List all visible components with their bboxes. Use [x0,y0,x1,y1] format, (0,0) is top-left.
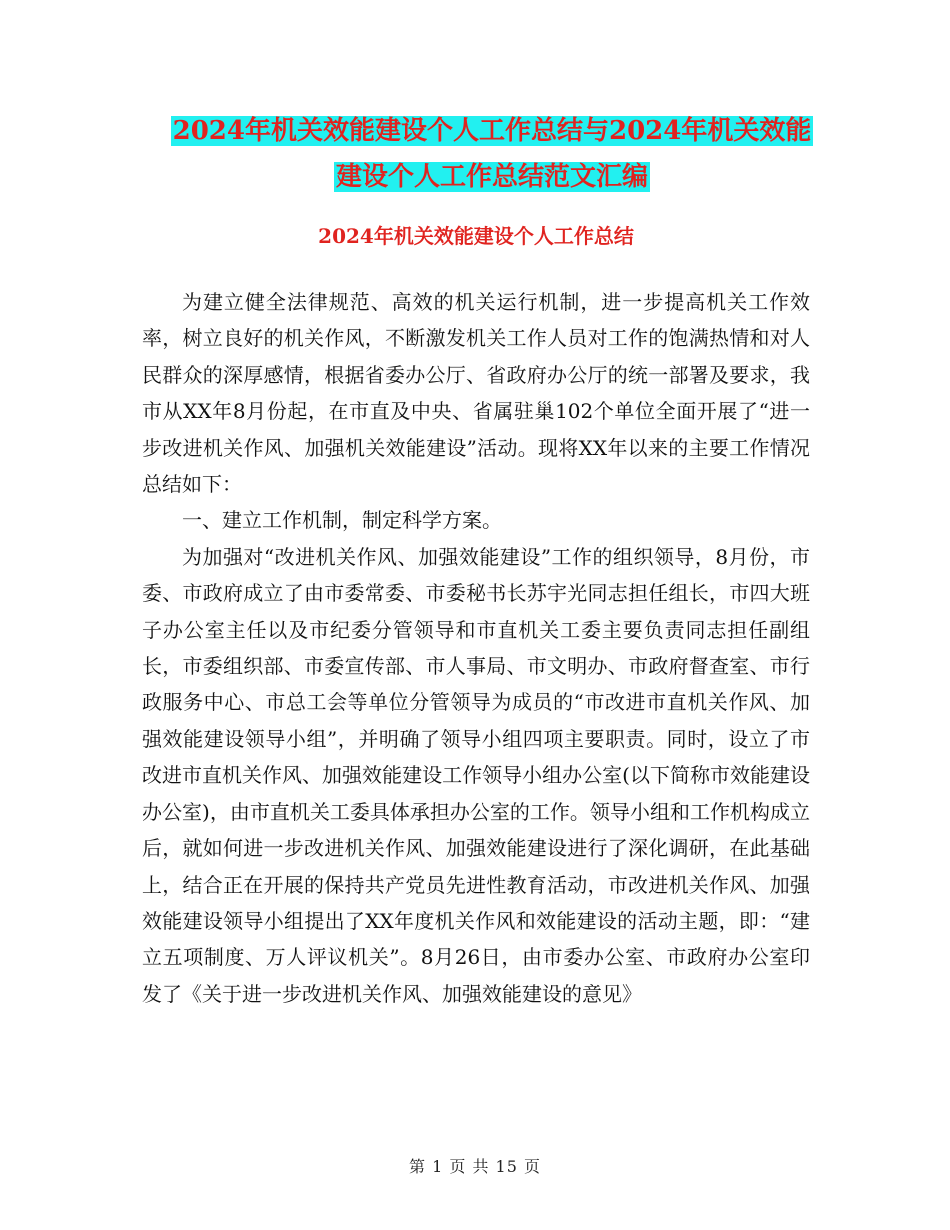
page-number-footer: 第 1 页 共 15 页 [409,1157,541,1176]
title-line-2 [334,158,650,196]
paragraph-section-one-body: 为加强对“改进机关作风、加强效能建设”工作的组织领导，8月份，市委、市政府成立了由市委常委、市委秘书长苏宇光同志担任组长，市四大班子办公室主任以及市纪委分管领导和市直机关工委主要负责同志担任副组长，市委组织部、市委宣传部、市人事局、市文明办、市政府督查室、市行政服务中心、市总工会等单位分管领导为成员的“市改进市直机关作风、加强效能建设领导小组”，并明确了领导小组四项主要职责。同时，设立了市改进市直机关作风、加强效能建设工作领导小组办公室(以下简称市效能建设办公室)，由市直机关工委具体承担办公室的工作。领导小组和工作机构成立后，就如何进一步改进机关作风、加强效能建设进行了深化调研，在此基础上，结合正在开展的保持共产党员先进性教育活动，市改进机关作风、加强效能建设领导小组提出了XX年度机关作风和效能建设的活动主题，即：“建立五项制度、万人评议机关”。8月26日，由市委办公室、市政府办公室印发了《关于进一步改进机关作风、加强效能建设的意见》 [142,544,810,1006]
paragraph-section-one-heading: 一、建立工作机制，制定科学方案。 [182,508,502,533]
title-line-1 [171,112,814,150]
section-heading: 2024年机关效能建设个人工作总结 [318,224,634,248]
title-highlight-1: 2024年机关效能建设个人工作总结与2024年机关效能 [172,116,812,146]
document-title [142,112,842,204]
title-highlight-2: 建设个人工作总结范文汇编 [335,162,648,192]
paragraph-intro: 为建立健全法律规范、高效的机关运行机制，进一步提高机关工作效率，树立良好的机关作风，不断激发机关工作人员对工作的饱满热情和对人民群众的深厚感情，根据省委办公厅、省政府办公厅的统一部署及要求，我市从XX年8月份起，在市直及中央、省属驻巢102个单位全面开展了“进一步改进机关作风、加强机关效能建设”活动。现将XX年以来的主要工作情况总结如下： [142,290,810,497]
body-text [142,284,810,1012]
